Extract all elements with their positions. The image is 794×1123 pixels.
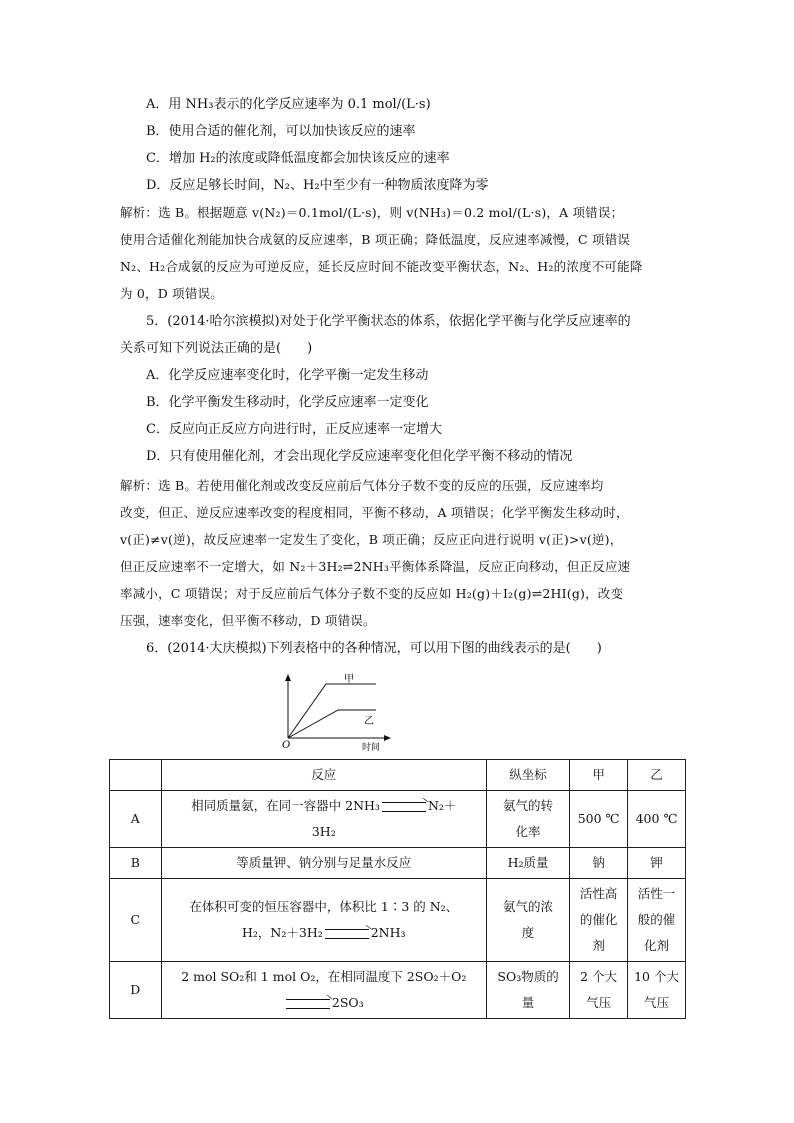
q5-analysis-line-1: 解析：选 B。若使用催化剂或改变反应前后气体分子数不变的反应的压强，反应速率均: [120, 478, 604, 493]
q4-option-b: B．使用合适的催化剂，可以加快该反应的速率: [146, 124, 416, 139]
q4-analysis-line-4: 为 0，D 项错误。: [120, 286, 223, 301]
row-label: C: [110, 879, 162, 962]
jia-cell: 活性高 的催化 剂: [570, 879, 628, 962]
ycol-cell: 氨气的浓 度: [486, 879, 569, 962]
q5-analysis-line-3: v(正)≠v(逆)，故反应速率一定发生了变化，B 项正确；反应正向进行说明 v(正)>v(逆)，: [120, 532, 623, 547]
q5-analysis-line-4: 但正反应速率不一定增大，如 N₂＋3H₂⇌2NH₃平衡体系降温，反应正向移动，但正反应速: [120, 559, 631, 574]
reaction-cell: 2 mol SO₂和 1 mol O₂，在相同温度下 2SO₂＋O₂ 2SO₃: [161, 962, 486, 1019]
q4-analysis-line-2: 使用合适催化剂能加快合成氨的反应速率，B 项正确；降低温度，反应速率减慢，C 项错误: [120, 232, 631, 247]
row-label: D: [110, 962, 162, 1019]
curve-graph: [278, 672, 398, 754]
q4-option-a: A．用 NH₃表示的化学反应速率为 0.1 mol/(L·s): [146, 97, 431, 112]
q6-stem: 6．(2014·大庆模拟)下列表格中的各种情况，可以用下图的曲线表示的是( ): [146, 641, 602, 656]
yi-cell: 400 ℃: [628, 791, 686, 848]
table-row: [110, 848, 686, 879]
label-yi: 乙: [364, 716, 374, 727]
y-axis-arrow: [285, 674, 291, 681]
q5-analysis-line-5: 率减小，C 项错误；对于反应前后气体分子数不变的反应如 H₂(g)＋I₂(g)⇌2HI(g)，改变: [120, 586, 624, 601]
header-cell: 甲: [570, 760, 628, 791]
curve-yi: [288, 710, 376, 738]
jia-cell: 钠: [570, 848, 628, 879]
q5-option-b: B．化学平衡发生移动时，化学反应速率一定变化: [146, 395, 429, 410]
curve-jia: [288, 684, 376, 738]
row-label: A: [110, 791, 162, 848]
jia-cell: 500 ℃: [570, 791, 628, 848]
yi-cell: 活性一 般的催 化剂: [628, 879, 686, 962]
yi-cell: 10 个大 气压: [628, 962, 686, 1019]
q5-option-d: D．只有使用催化剂，才会出现化学反应速率变化但化学平衡不移动的情况: [146, 449, 573, 464]
ycol-cell: SO₃物质的 量: [486, 962, 569, 1019]
label-origin: O: [282, 740, 291, 751]
equilibrium-arrow-icon: [286, 999, 330, 1009]
reaction-cell: 等质量钾、钠分别与足量水反应: [161, 848, 486, 879]
header-cell: 反应: [161, 760, 486, 791]
q4-option-c: C．增加 H₂的浓度或降低温度都会加快该反应的速率: [146, 151, 450, 166]
q4-option-d: D．反应足够长时间，N₂、H₂中至少有一种物质浓度降为零: [146, 178, 489, 193]
equilibrium-arrow-icon: [382, 802, 426, 812]
x-axis-arrow: [384, 735, 391, 741]
q4-analysis-line-1: 解析：选 B。根据题意 v(N₂)＝0.1mol/(L·s)，则 v(NH₃)＝0.2 mol/(L·s)，A 项错误；: [120, 205, 624, 220]
row-label: B: [110, 848, 162, 879]
q5-analysis-line-6: 压强，速率变化，但平衡不移动，D 项错误。: [120, 613, 376, 628]
yi-cell: 钾: [628, 848, 686, 879]
table-row: [110, 962, 686, 1019]
q5-option-a: A．化学反应速率变化时，化学平衡一定发生移动: [146, 368, 429, 383]
options-table: [109, 759, 686, 1019]
ycol-cell: H₂质量: [486, 848, 569, 879]
q4-analysis-line-3: N₂、H₂合成氨的反应为可逆反应，延长反应时间不能改变平衡状态，N₂、H₂的浓度不可能降: [120, 259, 643, 274]
header-cell: 纵坐标: [486, 760, 569, 791]
q5-analysis-line-2: 改变，但正、逆反应速率改变的程度相同，平衡不移动，A 项错误；化学平衡发生移动时，: [120, 505, 629, 520]
jia-cell: 2 个大 气压: [570, 962, 628, 1019]
reaction-cell: 相同质量氨，在同一容器中 2NH₃ N₂＋ 3H₂: [161, 791, 486, 848]
equilibrium-arrow-icon: [325, 929, 369, 939]
table-row: [110, 879, 686, 962]
label-jia: 甲: [344, 674, 354, 685]
table-header-row: [110, 760, 686, 791]
header-cell: [110, 760, 162, 791]
table-row: [110, 791, 686, 848]
reaction-cell: 在体积可变的恒压容器中，体积比 1∶3 的 N₂、 H₂，N₂＋3H₂ 2NH₃: [161, 879, 486, 962]
q5-stem-line-1: 5．(2014·哈尔滨模拟)对处于化学平衡状态的体系，依据化学平衡与化学反应速率的: [146, 314, 631, 329]
x-axis-label: 时间: [362, 743, 381, 753]
header-cell: 乙: [628, 760, 686, 791]
ycol-cell: 氨气的转 化率: [486, 791, 569, 848]
q5-option-c: C．反应向正反应方向进行时，正反应速率一定增大: [146, 422, 442, 437]
q5-stem-line-2: 关系可知下列说法正确的是( ): [120, 341, 313, 356]
